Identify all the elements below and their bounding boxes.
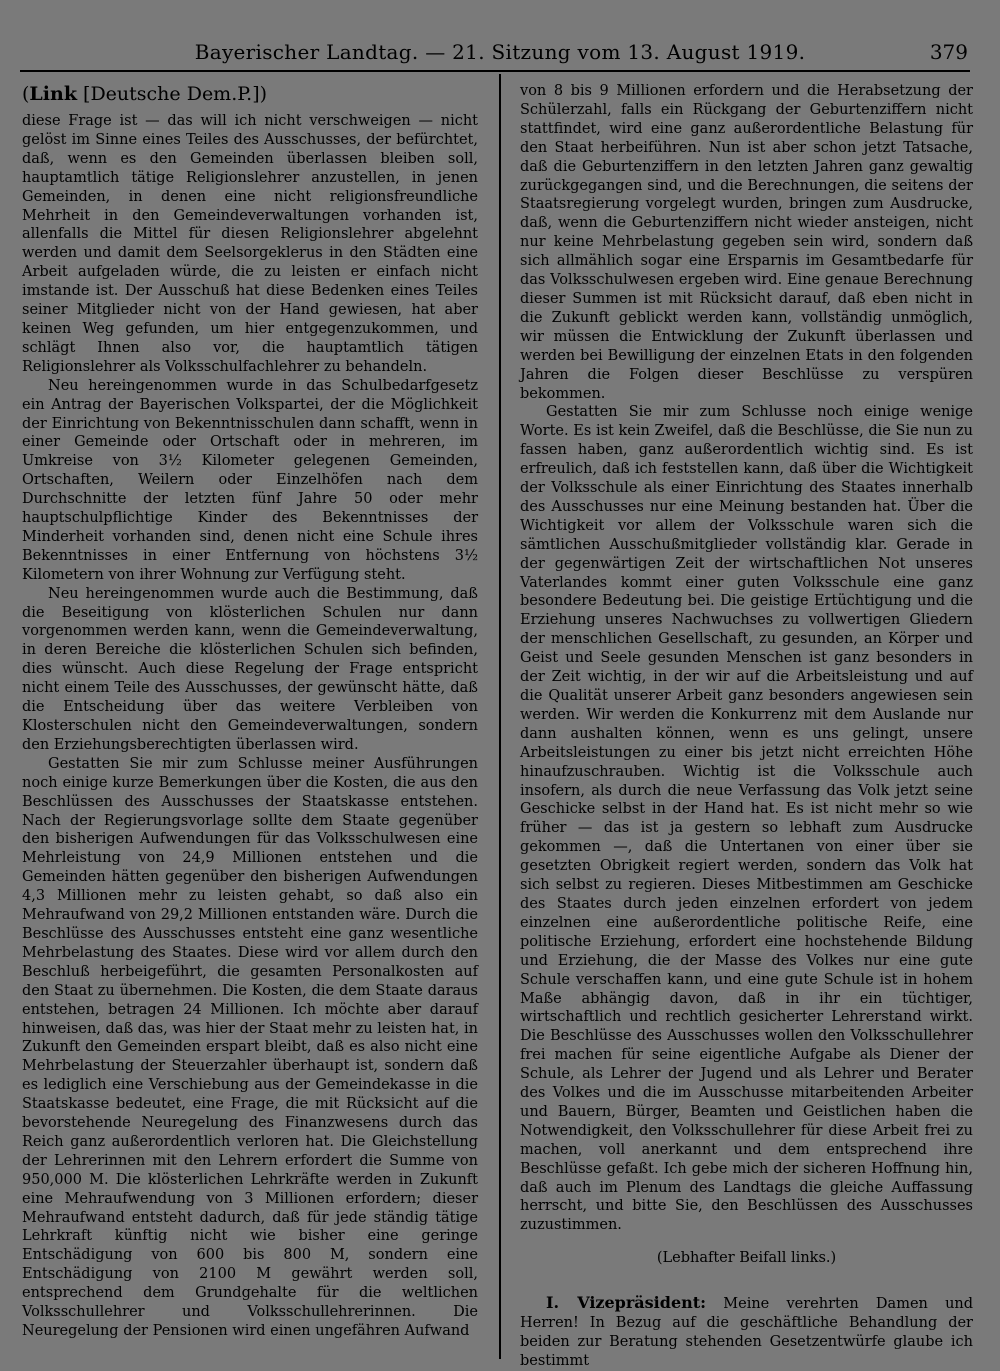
right-column [520, 82, 974, 1369]
paragraph: Neu hereingenommen wurde auch die Bestimmung, daß die Beseitigung von klösterlichen Schulen nur dann vorgenommen werden kann, wenn die Gemeindeverwaltung, in deren Bereiche die klösterlichen Schulen sich befinden, dies wünscht. Auch diese Regelung der Frage entspricht nicht einem Teile des Ausschusses, der gewünscht hätte, daß die Entscheidung über das weitere Verbleiben von Klosterschulen nicht den Gemeindeverwaltungen, sondern den Erziehungsberechtigten überlassen wird. [22, 585, 478, 753]
header-rule [20, 70, 970, 72]
left-column [22, 82, 478, 1360]
paragraph: Gestatten Sie mir zum Schlusse meiner Ausführungen noch einige kurze Bemerkungen über die Kosten, die aus den Beschlüssen des Ausschusses der Staatskasse entstehen. Nach der Regierungsvorlage sollte dem Staate gegenüber den bisherigen Aufwendungen für das Volksschulwesen eine Mehrleistung von 24,9 Millionen entstehen und die Gemeinden hätten gegenüber den bisherigen Aufwendungen 4,3 Millionen mehr zu leisten gehabt, so daß also ein Mehraufwand von 29,2 Millionen entstanden wäre. Durch die Beschlüsse des Ausschusses entsteht eine ganz wesentliche Mehrbelastung des Staates. Diese wird vor allem durch den Beschluß herbeigeführt, die gesamten Personalkosten auf den Staat zu übernehmen. Die Kosten, die dem Staate daraus entstehen, betragen 24 Millionen. Ich möchte aber darauf hinweisen, daß das, was hier der Staat mehr zu leisten hat, in Zukunft den Gemeinden erspart bleibt, daß es also nicht eine Mehrbelastung der Steuerzahler überhaupt ist, sondern daß es lediglich eine Verschiebung aus der Gemeindekasse in die Staatskasse bedeutet, eine Frage, die mit Rücksicht auf die bevorstehende Neuregelung des Finanzwesens durch das Reich ganz außerordentlich verloren hat. Die Gleichstellung der Lehrerinnen mit den Lehrern erfordert die Summe von 950,000 M. Die klösterlichen Lehrkräfte werden in Zukunft eine Mehraufwendung von 3 Millionen erfordern; dieser Mehraufwand entsteht dadurch, daß für jede ständig tätige Lehrkraft künftig nicht wie bisher eine geringe Entschädigung von 600 bis 800 M, sondern eine Entschädigung von 2100 M gewährt werden soll, entsprechend dem Grundgehalte für die weltlichen Volksschullehrer und Volksschullehrerinnen. Die Neuregelung der Pensionen wird einen ungefähren Aufwand [22, 755, 478, 1339]
vice-president-label: I. Vizepräsident: [546, 1293, 707, 1313]
column-divider [499, 74, 501, 1359]
page-number: 379 [929, 40, 968, 64]
paragraph: Neu hereingenommen wurde in das Schulbedarfgesetz ein Antrag der Bayerischen Volkspartei, der die Möglichkeit der Einrichtung von Bekenntnisschulen dann schafft, wenn in einer Gemeinde oder Ortschaft oder in mehreren, im Umkreise von 3½ Kilometer gelegenen Gemeinden, Ortschaften, Weilern oder Einzelhöfen nach dem Durchschnitte der letzten fünf Jahre 50 oder mehr hauptschulpflichtige Kinder des Bekenntnisses der Minderheit vorhanden sind, denen nicht eine Schule ihres Bekenntnisses in einer Entfernung von höchstens 3½ Kilometern von ihrer Wohnung zur Verfügung steht. [22, 377, 478, 583]
speaker-party: [Deutsche Dem.P.] [83, 83, 260, 105]
applause-note: (Lebhafter Beifall links.) [656, 1250, 837, 1267]
page-title: Bayerischer Landtag. — 21. Sitzung vom 13. August 1919. [194, 40, 806, 64]
paragraph: Gestatten Sie mir zum Schlusse noch einige wenige Worte. Es ist kein Zweifel, daß die Beschlüsse, die Sie nun zu fassen haben, ganz außerordentlich wichtig sind. Es ist erfreulich, daß ich feststellen kann, daß über die Wichtigkeit der Volksschule als einer Einrichtung des Staates innerhalb des Ausschusses nur eine Meinung bestanden hat. Über die Wichtigkeit vor allem der Volksschule waren sich die sämtlichen Ausschußmitglieder vollständig klar. Gerade in der gegenwärtigen Zeit der wirtschaftlichen Not unseres Vaterlandes kommt einer guten Volksschule eine ganz besondere Bedeutung bei. Die geistige Ertüchtigung und die Erziehung unseres Nachwuchses zu vollwertigen Gliedern der menschlichen Gesellschaft, zu gesunden, an Körper und Geist und Seele gesunden Menschen ist ganz besonders in der Zeit wichtig, in der wir auf die Arbeitsleistung und auf die Qualität unserer Arbeit ganz besonders angewiesen sein werden. Wir werden die Konkurrenz mit dem Auslande nur dann aushalten können, wenn es uns gelingt, unsere Arbeitsleistungen zu einer bis jetzt nicht erreichten Höhe hinaufzuschrauben. Wichtig ist die Volksschule auch insofern, als durch die neue Verfassung das Volk jetzt seine Geschicke selbst in der Hand hat. Es ist nicht mehr so wie früher — das ist ja gestern so lebhaft zum Ausdrucke gekommen —, daß die Untertanen von einer über sie gesetzten Obrigkeit regiert werden, sondern das Volk hat sich selbst zu regieren. Dieses Mitbestimmen am Geschicke des Staates durch jeden einzelnen erfordert von jedem einzelnen eine außerordentliche politische Reife, eine politische Erziehung, erfordert eine hochstehende Bildung und Erziehung, die der Masse des Volkes nur eine gute Schule verschaffen kann, und eine gute Schule ist in hohem Maße abhängig davon, daß in ihr ein tüchtiger, wirtschaftlich und rechtlich gesicherter Lehrerstand wirkt. Die Beschlüsse des Ausschusses wollen den Volksschullehrer frei machen für seine eigentliche Aufgabe als Diener der Schule, als Lehrer der Jugend und als Lehrer und Berater des Volkes und die im Ausschusse mitarbeitenden Arbeiter und Bauern, Bürger, Beamten und Geistlichen haben die Notwendigkeit, den Volksschullehrer für diese Arbeit frei zu machen, voll anerkannt und dem entsprechend ihre Beschlüsse gefaßt. Ich gebe mich der sicheren Hoffnung hin, daß auch im Plenum des Landtags die gleiche Auffassung herrscht, und bitte Sie, den Beschlüssen des Ausschusses zuzustimmen. [520, 404, 973, 1234]
vice-president-text: Meine verehrten Damen und Herren! In Bezug auf die geschäftliche Behandlung der beiden zur Beratung stehenden Gesetzentwürfe glaube ich bestimmt [520, 1296, 974, 1369]
speaker-heading: (Link [Deutsche Dem.P.]) [22, 83, 268, 105]
paragraph: von 8 bis 9 Millionen erfordern und die Herabsetzung der Schülerzahl, falls ein Rückgang der Geburtenziffern nicht stattfindet, wird eine ganz außerordentliche Belastung für den Staat herbeiführen. Nun ist aber schon jetzt Tatsache, daß die Geburtenziffern in den letzten Jahren ganz gewaltig zurückgegangen sind, und die Berechnungen, die seitens der Staatsregierung vorgelegt wurden, bringen zum Ausdrucke, daß, wenn die Geburtenziffern nicht wieder ansteigen, nicht nur keine Mehrbelastung gegeben sein wird, sondern daß sich allmählich sogar eine Ersparnis im Gesamtbedarfe für das Volksschulwesen ergeben wird. Eine genaue Berechnung dieser Summen ist mit Rücksicht darauf, daß eben nicht in die Zukunft geblickt werden kann, vollständig unmöglich, wir müssen die Entwicklung der Zukunft überlassen und werden bei Bewilligung der einzelnen Etats in den folgenden Jahren die Folgen dieser Beschlüsse zu verspüren bekommen. [520, 83, 973, 402]
paragraph: diese Frage ist — das will ich nicht verschweigen — nicht gelöst im Sinne eines Teiles des Ausschusses, der befürchtet, daß, wenn es den Gemeinden überlassen bleiben soll, hauptamtlich tätige Religionslehrer anzustellen, in jenen Gemeinden, in denen eine nicht religionsfreundliche Mehrheit in den Gemeindeverwaltungen vorhanden ist, allenfalls die Mittel für diesen Religionslehrer abgelehnt werden und damit dem Seelsorgeklerus in den Städten eine Arbeit aufgeladen würde, die zu leisten er einfach nicht imstande ist. Der Ausschuß hat diese Bedenken eines Teiles seiner Mitglieder nicht von der Hand gewiesen, hat aber keinen Weg gefunden, um hier entgegenzukommen, und schlägt Ihnen also vor, die hauptamtlich tätigen Religionslehrer als Volksschulfachlehrer zu behandeln. [22, 113, 478, 375]
speaker-name: Link [29, 83, 77, 105]
vice-president-statement [520, 1294, 973, 1371]
